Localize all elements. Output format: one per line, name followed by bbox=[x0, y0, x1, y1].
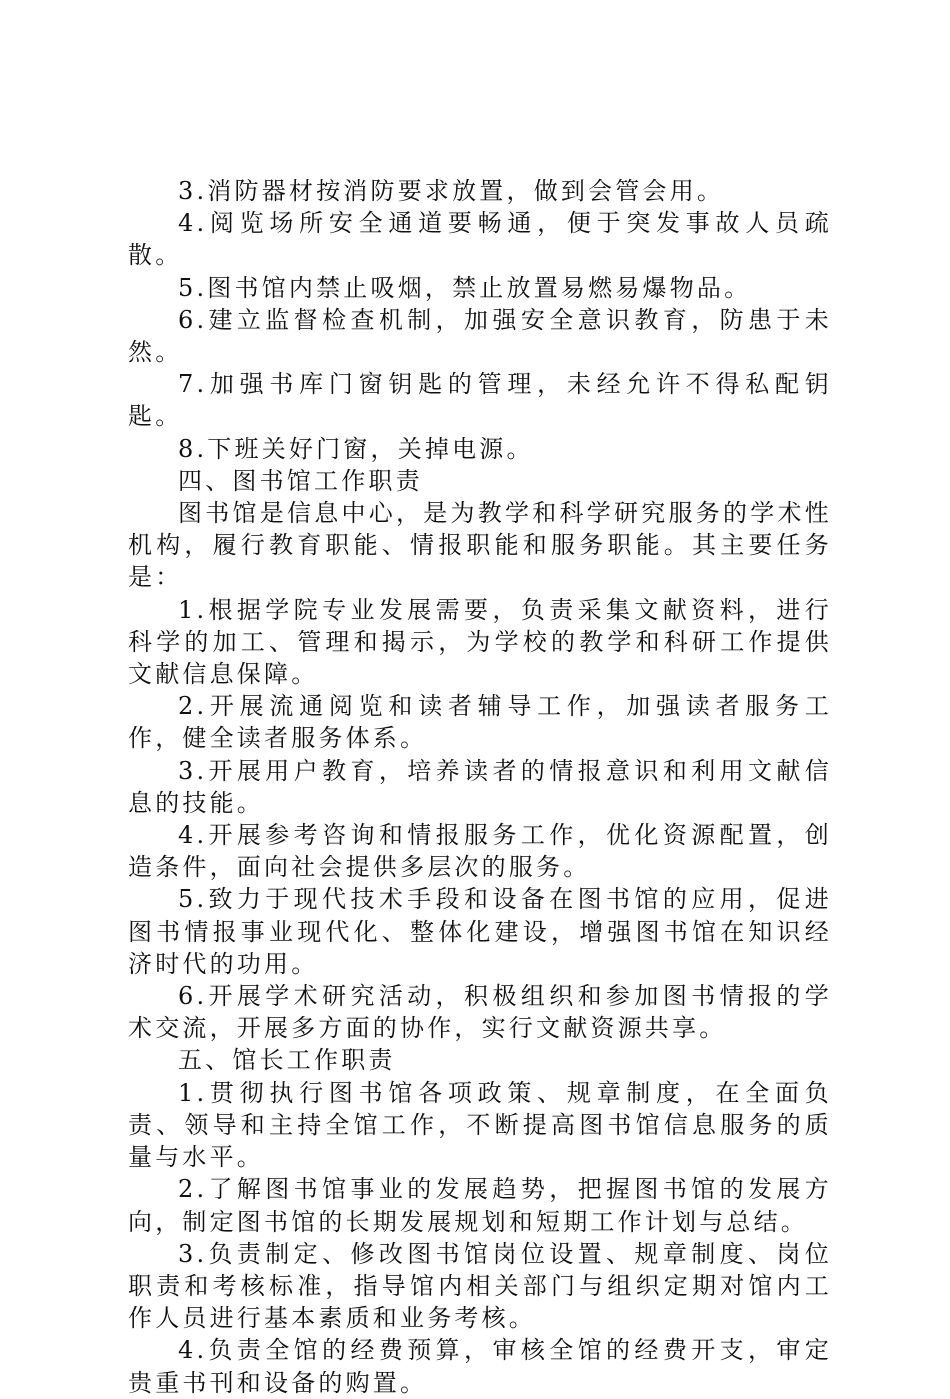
paragraph-duty-5: 5.致力于现代技术手段和设备在图书馆的应用，促进图书情报事业现代化、整体化建设，增强图书馆在知识经济时代的功用。 bbox=[128, 885, 832, 978]
paragraph-duty-1: 1.根据学院专业发展需要，负责采集文献资料，进行科学的加工、管理和揭示，为学校的教学和科研工作提供文献信息保障。 bbox=[128, 595, 832, 689]
paragraph-close-windows: 8.下班关好门窗，关掉电源。 bbox=[178, 434, 534, 463]
paragraph-director-1: 1.贯彻执行图书馆各项政策、规章制度，在全面负责、领导和主持全馆工作，不断提高图书馆信息服务的质量与水平。 bbox=[128, 1078, 832, 1172]
document-body bbox=[128, 175, 832, 1399]
paragraph-duty-2: 2.开展流通阅览和读者辅导工作，加强读者服务工作，健全读者服务体系。 bbox=[128, 692, 832, 753]
paragraph-director-4: 4.负责全馆的经费预算，审核全馆的经费开支，审定贵重书刊和设备的购置。 bbox=[128, 1336, 832, 1397]
paragraph-duty-6: 6.开展学术研究活动，积极组织和参加图书情报的学术交流，开展多方面的协作，实行文献资源共享。 bbox=[128, 982, 832, 1043]
paragraph-duty-4: 4.开展参考咨询和情报服务工作，优化资源配置，创造条件，面向社会提供多层次的服务。 bbox=[128, 821, 832, 882]
paragraph-director-3: 3.负责制定、修改图书馆岗位设置、规章制度、岗位职责和考核标准，指导馆内相关部门与组织定期对馆内工作人员进行基本素质和业务考核。 bbox=[128, 1239, 832, 1333]
paragraph-library-intro: 图书馆是信息中心，是为教学和科学研究服务的学术性机构，履行教育职能、情报职能和服务职能。其主要任务是： bbox=[128, 499, 832, 592]
paragraph-no-smoking: 5.图书馆内禁止吸烟，禁止放置易燃易爆物品。 bbox=[178, 273, 752, 302]
section-heading-library-duties: 四、图书馆工作职责 bbox=[178, 466, 423, 495]
section-heading-director-duties: 五、馆长工作职责 bbox=[178, 1046, 396, 1075]
paragraph-duty-3: 3.开展用户教育，培养读者的情报意识和利用文献信息的技能。 bbox=[128, 756, 832, 817]
paragraph-key-management: 7.加强书库门窗钥匙的管理，未经允许不得私配钥匙。 bbox=[128, 370, 832, 431]
paragraph-director-2: 2.了解图书馆事业的发展趋势，把握图书馆的发展方向，制定图书馆的长期发展规划和短期工作计划与总结。 bbox=[128, 1175, 832, 1236]
paragraph-fire-equipment: 3.消防器材按消防要求放置，做到会管会用。 bbox=[178, 177, 725, 205]
paragraph-safe-passage: 4.阅览场所安全通道要畅通，便于突发事故人员疏散。 bbox=[128, 209, 832, 270]
paragraph-supervision: 6.建立监督检查机制，加强安全意识教育，防患于未然。 bbox=[128, 305, 832, 367]
